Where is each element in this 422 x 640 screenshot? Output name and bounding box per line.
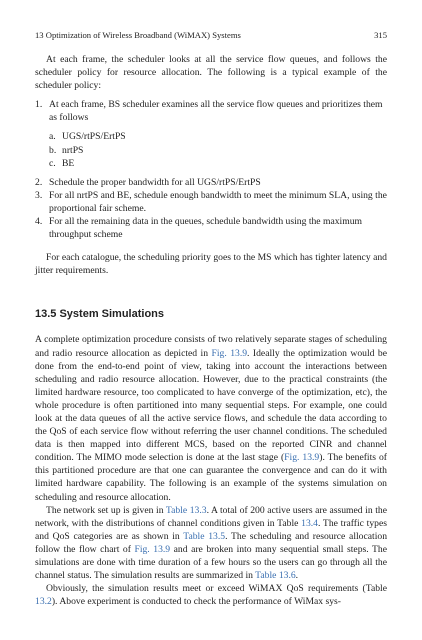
list-text: For all the remaining data in the queues, schedule bandwidth using the maximum throughput scheme [49, 216, 363, 241]
list-text: At each frame, BS scheduler examines all the service flow queues and prioritizes them as follows [49, 99, 383, 124]
sub-text: UGS/rtPS/ErtPS [62, 131, 126, 143]
text-run: . [295, 570, 299, 582]
text-run: Obviously, the simulation results meet or exceed WiMAX QoS requirements (Table [46, 583, 387, 595]
list-number: 3. [35, 189, 43, 201]
sub-item-c [49, 157, 387, 170]
text-run: ). The benefits of this partitioned procedure are that one can guarantee the convergence and can do it with limited hardware capability. The following is an example of the systems simulation on scheduling and resource allocation. [35, 452, 388, 503]
paragraph-optimization [35, 333, 387, 503]
text-run: The network set up is given in [46, 504, 166, 516]
figure-link[interactable]: Fig. 13.9 [211, 347, 248, 359]
table-link[interactable]: Table 13.3 [165, 504, 207, 516]
sub-text: BE [62, 157, 75, 169]
policy-item-2 [35, 176, 387, 189]
figure-link[interactable]: Fig. 13.9 [134, 543, 171, 555]
chapter-title: 13 Optimization of Wireless Broadband (WiMAX) Systems [35, 30, 241, 40]
sub-item-b [49, 144, 387, 157]
sub-text: nrtPS [62, 144, 84, 156]
list-number: 1. [35, 99, 43, 111]
list-number: 4. [35, 216, 43, 228]
list-text: For all nrtPS and BE, schedule enough bandwidth to meet the minimum SLA, using the proportional fair scheme. [49, 189, 387, 214]
text-run: and are broken into many sequential small steps. The simulations are done with time duration of a few hours so the users can go through all the channel status. The simulation results are summarized in [35, 543, 387, 582]
text-run: ). Above experiment is conducted to check the performance of WiMax sys- [51, 596, 342, 608]
sub-letter: a. [49, 131, 56, 143]
text-run: A complete optimization procedure consists of two relatively separate stages of scheduling and radio resource allocation as depicted in [35, 334, 387, 359]
section-heading: 13.5 System Simulations [35, 308, 164, 321]
policy-item-1 [35, 98, 387, 124]
sub-item-a [49, 130, 387, 143]
text-run: . A total of 200 active users are assumed in the network, with the distributions of channel conditions given in Table [35, 504, 387, 529]
paragraph-network-setup [35, 504, 387, 583]
intro-paragraph: At each frame, the scheduler looks at all the service flow queues, and follows the scheduler policy for resource allocation. The following is a typical example of the scheduler policy: [35, 54, 387, 92]
policy-item-4 [35, 215, 387, 241]
running-head [35, 30, 387, 41]
paragraph-results [35, 582, 387, 608]
table-link[interactable]: 13.2 [35, 596, 52, 608]
sub-letter: c. [49, 157, 56, 169]
table-link[interactable]: 13.4 [301, 517, 318, 529]
catalogue-paragraph: For each catalogue, the scheduling priority goes to the MS which has tighter latency and jitter requirements. [35, 252, 387, 277]
list-text: Schedule the proper bandwidth for all UGS/rtPS/ErtPS [49, 176, 261, 188]
text-run: . The scheduling and resource allocation follow the flow chart of [35, 530, 388, 555]
table-link[interactable]: Table 13.5 [183, 530, 226, 542]
text-run: . The traffic types and QoS categories are as shown in [35, 517, 387, 542]
list-number: 2. [35, 176, 43, 188]
body-text [35, 53, 387, 608]
figure-link[interactable]: Fig. 13.9 [284, 452, 320, 464]
table-link[interactable]: Table 13.6 [255, 570, 296, 582]
text-run: . Ideally the optimization would be done from the end-to-end point of view, taking into account the interactions between scheduling and radio resource allocation. However, due to the practical constraints (the limited hardware resource, too complicated to have converge of the optimization, etc), the whole procedure is often partitioned into many sequential steps. For example, one could look at the data queues of all the active service flows, and schedule the data according to the QoS of each service flow without referring the user channel conditions. The scheduled data is then mapped into different MCS, based on the reported CINR and channel condition. The MIMO mode selection is done at the last stage ( [35, 347, 387, 464]
sub-letter: b. [49, 144, 57, 156]
policy-item-3 [35, 189, 387, 215]
priority-sub-list [49, 130, 387, 169]
page-number: 315 [374, 30, 387, 40]
